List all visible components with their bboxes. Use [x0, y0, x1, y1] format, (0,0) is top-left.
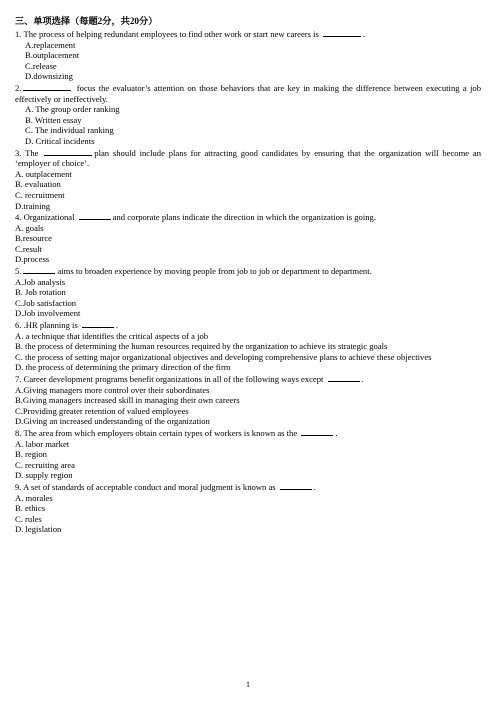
question-4-option-d: D.process: [15, 254, 50, 265]
question-9-option-d: D. legislation: [15, 524, 62, 535]
question-9: 9. A set of standards of acceptable conduct and moral judgment is known as .: [15, 481, 316, 492]
question-5: 5. aims to broaden experience by moving people from job to job or department to department.: [15, 266, 372, 277]
question-9-option-c: C. rules: [15, 513, 42, 524]
question-2-text: focus the evaluator’s attention on those behaviors that are key in making the difference between executing a job effectively or ineffectively.: [15, 82, 481, 104]
question-9-text: 9. A set of standards of acceptable conduct and moral judgment is known as: [15, 481, 276, 492]
question-4-option-a: A. goals: [15, 222, 44, 233]
question-4-option-b: B.resource: [15, 233, 52, 244]
question-5-option-a: A.Job analysis: [15, 276, 66, 287]
question-2-option-d: D. Critical incidents: [25, 135, 95, 146]
question-2-option-c: C. The individual ranking: [25, 125, 114, 136]
question-8-option-b: B. region: [15, 449, 47, 460]
question-5-option-b: B. Job rotation: [15, 287, 66, 298]
question-7-option-a: A.Giving managers more control over their subordinates: [15, 384, 210, 395]
answer-blank: [82, 319, 114, 328]
answer-blank: [280, 481, 312, 490]
question-4-option-c: C.result: [15, 243, 42, 254]
question-7: 7. Career development programs benefit organizations in all of the following ways except .: [15, 374, 364, 384]
question-8-option-c: C. recruiting area: [15, 459, 75, 470]
question-3-option-b: B. evaluation: [15, 179, 61, 190]
question-4-text: and corporate plans indicate the direction in which the organization is going.: [112, 212, 376, 223]
question-7-option-c: C.Providing greater retention of valued employees: [15, 405, 189, 416]
question-8: 8. The area from which employers obtain certain types of workers is known as the .: [15, 427, 338, 438]
page-number: 1: [246, 680, 250, 689]
answer-blank: [23, 82, 71, 91]
question-6: 6. .HR planning is .: [15, 320, 119, 331]
question-3-option-c: C. recruitment: [15, 189, 65, 200]
question-6-option-a: A. a technique that identifies the critical aspects of a job: [15, 330, 209, 341]
question-5-option-d: D.Job involvement: [15, 308, 81, 319]
section-title: 三、单项选择（每题2分，共20分）: [15, 16, 158, 26]
question-8-option-d: D. supply region: [15, 470, 73, 481]
question-1: 1. The process of helping redundant employees to find other work or start new careers is .: [15, 29, 366, 39]
question-2: 2. focus the evaluator’s attention on those behaviors that are key in making the difference between executing a job effectively or ineffectively.: [15, 82, 481, 104]
question-9-option-a: A. morales: [15, 492, 53, 503]
question-6-option-c: C. the process of setting major organizational objectives and developing comprehensive plans to achieve these objectives: [15, 351, 432, 362]
answer-blank: [79, 211, 111, 220]
page-content: [15, 15, 481, 535]
question-4: 4. Organizational and corporate plans indicate the direction in which the organization is going.: [15, 212, 376, 223]
question-3: 3. The plan should include plans for attracting good candidates by ensuring that the organization will become an ‘employer of choice’.: [15, 147, 481, 169]
question-3-option-a: A. outplacement: [15, 168, 72, 179]
question-6-option-d: D. the process of determining the primary direction of the firm: [15, 362, 231, 373]
question-8-text: 8. The area from which employers obtain certain types of workers is known as the: [15, 427, 298, 438]
question-6-text: 6. .HR planning is: [15, 320, 78, 331]
answer-blank: [44, 147, 92, 156]
answer-blank: [328, 373, 360, 382]
question-5-option-c: C.Job satisfaction: [15, 297, 77, 308]
question-7-text: 7. Career development programs benefit organizations in all of the following ways except: [15, 374, 324, 384]
question-7-option-d: D.Giving an increased understanding of the organization: [15, 416, 210, 427]
question-5-text: aims to broaden experience by moving people from job to job or department to department.: [57, 266, 372, 277]
question-2-option-b: B. Written essay: [25, 114, 82, 125]
question-7-option-b: B.Giving managers increased skill in managing their own careers: [15, 395, 240, 406]
answer-blank: [23, 265, 55, 274]
question-6-option-b: B. the process of determining the human resources required by the organization to achieve its strategic goals: [15, 341, 388, 352]
question-1-option-c: C.release: [25, 60, 57, 71]
answer-blank: [323, 28, 361, 37]
question-8-option-a: A. labor market: [15, 438, 70, 449]
question-1-text: 1. The process of helping redundant employees to find other work or start new careers is: [15, 29, 319, 39]
question-1-option-b: B.outplacement: [25, 50, 80, 61]
question-3-text: plan should include plans for attracting good candidates by ensuring that the organization will become an ‘employer of choice’.: [15, 147, 481, 169]
question-1-option-a: A.replacement: [25, 39, 76, 50]
question-2-option-a: A. The group order ranking: [25, 104, 120, 115]
question-3-option-d: D.training: [15, 200, 51, 211]
question-1-option-d: D.downsizing: [25, 71, 73, 82]
answer-blank: [301, 427, 333, 436]
question-9-option-b: B. ethics: [15, 503, 46, 514]
